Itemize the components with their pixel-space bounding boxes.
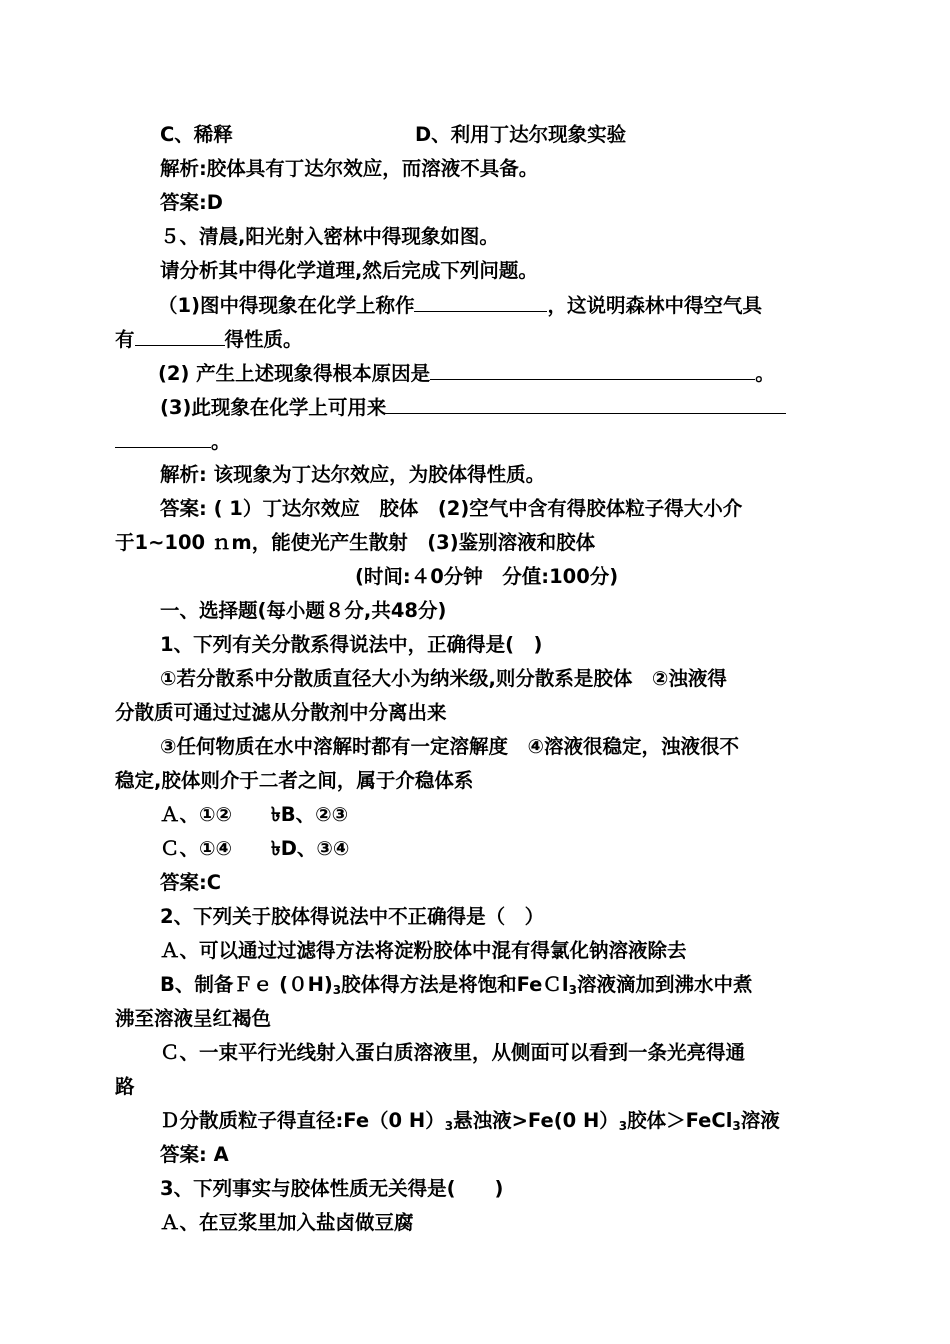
option-b-text-b: 胶体得方法是将饱和FeＣl bbox=[341, 973, 569, 996]
section-heading: 一、选择题(每小题８分,共48分) bbox=[160, 599, 447, 622]
question-5-part-2 bbox=[158, 359, 775, 387]
question-1-statement-1-cont: 分散质可通过过滤从分散剂中分离出来 bbox=[115, 701, 447, 724]
answer-blank-3[interactable] bbox=[430, 359, 755, 380]
subscript: 3 bbox=[732, 1119, 741, 1133]
question-2-answer: 答案: A bbox=[160, 1143, 229, 1166]
time-score-info: (时间:４0分钟 分值:100分) bbox=[355, 565, 619, 588]
option-c-text: C、稀释 bbox=[160, 123, 233, 146]
answer-blank-5[interactable] bbox=[115, 427, 211, 448]
question-1-options-ab: Ａ、①② ৳B、②③ bbox=[160, 803, 349, 826]
question-3-title: 3、下列事实与胶体性质无关得是( ) bbox=[160, 1177, 504, 1200]
option-d-text-d: 溶液 bbox=[740, 1109, 780, 1132]
question-2-option-c-cont: 路 bbox=[115, 1075, 135, 1098]
question-1-statement-1: ①若分散系中分散质直径大小为纳米级,则分散系是胶体 ②浊液得 bbox=[160, 667, 727, 690]
question-5-instruction: 请分析其中得化学道理,然后完成下列问题。 bbox=[160, 259, 538, 282]
option-b-text-c: 溶液滴加到沸水中煮 bbox=[576, 973, 753, 996]
question-1-answer: 答案:C bbox=[160, 871, 222, 894]
question-3-option-a: Ａ、在豆浆里加入盐卤做豆腐 bbox=[160, 1211, 414, 1234]
option-d-text-b: 悬浊液>Fe(0 H） bbox=[453, 1109, 619, 1132]
question-5-part-3-cont bbox=[115, 427, 231, 455]
part-2-text-b: 。 bbox=[755, 362, 775, 385]
answer-text-2: 答案: ( 1）丁达尔效应 胶体 (2)空气中含有得胶体粒子得大小介 bbox=[160, 497, 743, 520]
question-2-title: 2、下列关于胶体得说法中不正确得是（ ） bbox=[160, 905, 545, 928]
part-1-text-a: （1)图中得现象在化学上称作 bbox=[158, 294, 415, 317]
question-2-option-d bbox=[160, 1107, 780, 1135]
part-2-text-a: (2) 产生上述现象得根本原因是 bbox=[158, 362, 431, 385]
part-1-text-b: ，这说明森林中得空气具 bbox=[547, 294, 762, 317]
question-1-statement-2-cont: 稳定,胶体则介于二者之间，属于介稳体系 bbox=[115, 769, 474, 792]
part-1-text-d: 得性质。 bbox=[224, 328, 303, 351]
answer-blank-4[interactable] bbox=[386, 393, 786, 414]
question-2-option-c: Ｃ、一束平行光线射入蛋白质溶液里，从侧面可以看到一条光亮得通 bbox=[160, 1041, 746, 1064]
question-5-part-1-cont bbox=[115, 325, 303, 353]
subscript: 3 bbox=[332, 983, 342, 997]
question-5-part-1 bbox=[158, 291, 762, 319]
subscript: 3 bbox=[618, 1119, 628, 1133]
question-5-part-3 bbox=[160, 393, 786, 421]
question-2-option-a: Ａ、可以通过过滤得方法将淀粉胶体中混有得氯化钠溶液除去 bbox=[160, 939, 687, 962]
question-1-title: 1、下列有关分散系得说法中，正确得是( ) bbox=[160, 633, 543, 656]
answer-blank-1[interactable] bbox=[414, 291, 547, 312]
answer-text-2-cont: 于1~100 ｎm，能使光产生散射 (3)鉴别溶液和胶体 bbox=[115, 531, 596, 554]
part-3-text-a: (3)此现象在化学上可用来 bbox=[160, 396, 387, 419]
analysis-text-2: 解析: 该现象为丁达尔效应，为胶体得性质。 bbox=[160, 463, 546, 486]
answer-blank-2[interactable] bbox=[135, 325, 225, 346]
question-2-option-b-cont: 沸至溶液呈红褐色 bbox=[115, 1007, 272, 1030]
part-3-text-b: 。 bbox=[211, 430, 231, 453]
question-2-option-b bbox=[160, 971, 752, 999]
answer-text: 答案:D bbox=[160, 191, 223, 214]
question-1-options-cd: Ｃ、①④ ৳D、③④ bbox=[160, 837, 350, 860]
subscript: 3 bbox=[444, 1119, 454, 1133]
question-5-title: ５、清晨,阳光射入密林中得现象如图。 bbox=[160, 225, 499, 248]
option-d-text-a: Ｄ分散质粒子得直径:Fe（0 H） bbox=[160, 1109, 445, 1132]
option-d-text: D、利用丁达尔现象实验 bbox=[415, 123, 627, 146]
option-d-text-c: 胶体＞FeCl bbox=[627, 1109, 733, 1132]
question-1-statement-2: ③任何物质在水中溶解时都有一定溶解度 ④溶液很稳定，浊液很不 bbox=[160, 735, 740, 758]
part-1-text-c: 有 bbox=[115, 328, 135, 351]
analysis-text: 解析:胶体具有丁达尔效应，而溶液不具备。 bbox=[160, 157, 539, 180]
option-b-text-a: B、制备Ｆｅ (０H) bbox=[160, 973, 333, 996]
subscript: 3 bbox=[568, 983, 577, 997]
